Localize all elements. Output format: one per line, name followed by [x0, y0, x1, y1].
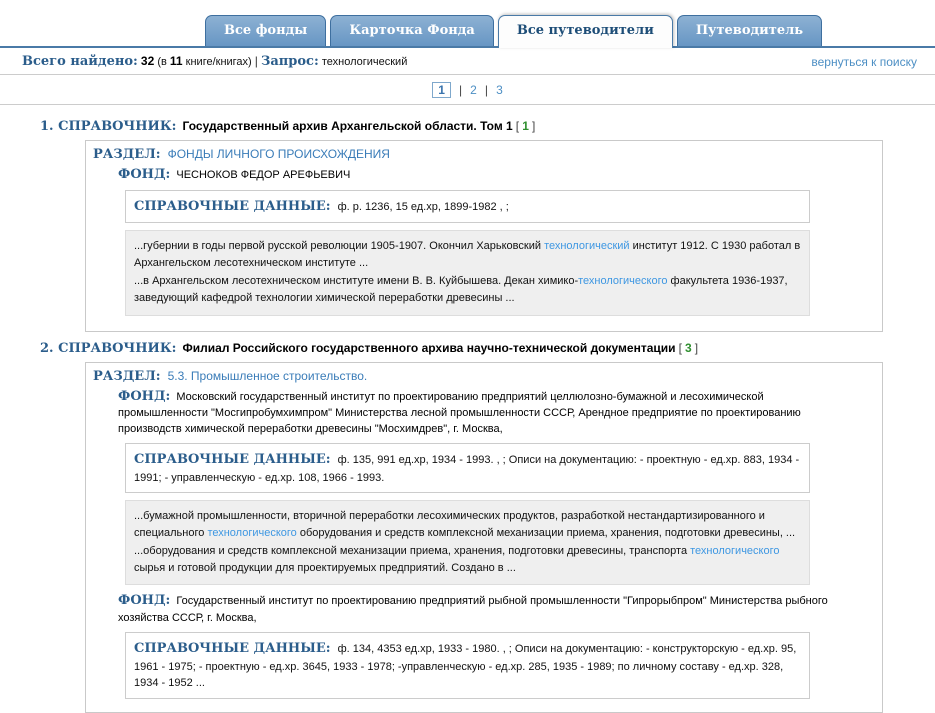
section-label: РАЗДЕЛ:	[93, 147, 161, 162]
match-count: 1	[522, 119, 529, 133]
pagination	[0, 75, 935, 105]
section-link[interactable]: 5.3. Промышленное строительство.	[167, 368, 368, 383]
snippet-box	[125, 230, 810, 315]
result-panel	[85, 140, 883, 332]
highlighted-term: технологический	[544, 240, 630, 253]
in-books-suffix: книге/книгах)	[185, 56, 252, 68]
section-link[interactable]: ФОНДЫ ЛИЧНОГО ПРОИСХОЖДЕНИЯ	[167, 147, 390, 161]
back-to-search-link[interactable]: вернуться к поиску	[811, 54, 917, 69]
reference-data-text: ф. 135, 991 ед.хр, 1934 - 1993. , ; Описи на документацию: - проектную - ед.хр. 883, 1934 - 1991; - управленческую - ед.хр. 108, 1966 - 1993.	[134, 454, 800, 484]
match-count: 3	[684, 340, 692, 355]
bracket-open: [	[515, 119, 520, 133]
bracket-close: ]	[531, 119, 536, 133]
tab-all-funds[interactable]: Все фонды	[205, 15, 326, 46]
reference-data-text: ф. р. 1236, 15 ед.хр, 1899-1982 , ;	[337, 200, 509, 213]
section-row	[93, 369, 876, 384]
tab-all-guides[interactable]: Все путеводители	[498, 15, 673, 48]
snippet-passage: ...оборудования и средств комплексной механизации приема, хранения, подготовки древесины, транспорта технологического сырья и готовой продукции для проектируемых предприятий. Создано в ...	[134, 545, 780, 575]
results-summary-bar	[0, 48, 935, 75]
reference-data-box	[125, 443, 810, 493]
result-header	[40, 119, 935, 134]
page-current: 1	[432, 82, 451, 98]
in-books-prefix: (в	[157, 56, 167, 68]
tab-bar	[0, 0, 935, 48]
search-result-1	[0, 119, 935, 332]
reference-data-text: ф. 134, 4353 ед.хр, 1933 - 1980. , ; Описи на документацию: - конструкторскую - ед.хр. 95, 1961 - 1975; - проектную - ед.хр. 3645, 1933 - 1978; -управленческую - ед.хр. 285, 1935 - 1989; по личному составу - ед.хр. 328, 1934 - 1952 ...	[134, 643, 797, 690]
found-count: 32	[140, 54, 155, 68]
results-list	[0, 105, 935, 713]
result-number-label: 2. СПРАВОЧНИК:	[40, 340, 177, 356]
page-link-3[interactable]: 3	[496, 83, 503, 97]
snippet-passage: ...бумажной промышленности, вторичной переработки лесохимических продуктов, разработкой нестандартизированного и специального технологического оборудования и средств комплексной механизации приема, хранения, подготовки древесины, ...	[134, 510, 796, 540]
snippet-box	[125, 500, 810, 585]
query-label: Запрос:	[260, 54, 319, 69]
bracket-close: ]	[694, 340, 699, 355]
bracket-open: [	[678, 340, 682, 355]
summary-divider: |	[254, 54, 258, 68]
query-value: технологический	[321, 56, 408, 68]
reference-data-box	[125, 632, 810, 699]
result-panel	[85, 362, 883, 713]
highlighted-term: технологического	[578, 275, 668, 288]
books-count: 11	[169, 54, 183, 68]
result-number-label: 1. СПРАВОЧНИК:	[40, 119, 177, 134]
tab-guide[interactable]: Путеводитель	[677, 15, 822, 46]
fond-name: Московский государственный институт по проектированию предприятий целлюлозно-бумажной и лесохимической промышленности "Мосгипробумхимпром" Министерства лесной промышленности СССР, Арендное предприятие по проектированию производств химической переработки древесины "Мосхимдрев", г. Москва,	[118, 390, 801, 436]
fond-row	[118, 592, 843, 698]
reference-data-label: СПРАВОЧНЫЕ ДАННЫЕ:	[134, 641, 331, 657]
fond-row	[118, 388, 843, 586]
snippet-passage: ...в Архангельском лесотехническом институте имени В. В. Куйбышева. Декан химико-технологического факультета 1936-1937, заведующий кафедрой технологии химической переработки древесины ...	[134, 275, 788, 305]
result-title: Государственный архив Архангельской области. Том 1	[182, 119, 513, 133]
fond-name: ЧЕСНОКОВ ФЕДОР АРЕФЬЕВИЧ	[176, 169, 351, 181]
page-link-2[interactable]: 2	[470, 83, 477, 97]
page-separator: |	[458, 83, 463, 97]
result-title: Филиал Российского государственного архива научно-технической документации	[182, 340, 676, 355]
reference-data-box	[125, 190, 810, 224]
snippet-passage: ...губернии в годы первой русской революции 1905-1907. Окончил Харьковский технологический институт 1912. С 1930 работал в Архангельском лесотехническом институте ...	[134, 240, 801, 270]
reference-data-label: СПРАВОЧНЫЕ ДАННЫЕ:	[134, 198, 331, 214]
results-summary	[22, 54, 407, 69]
fond-label: ФОНД:	[118, 593, 171, 609]
fond-row	[118, 166, 843, 316]
highlighted-term: технологического	[690, 545, 780, 558]
search-result-2	[0, 341, 935, 713]
fond-label: ФОНД:	[118, 388, 171, 404]
section-label: РАЗДЕЛ:	[93, 368, 161, 384]
found-label: Всего найдено:	[22, 54, 138, 69]
section-row	[93, 147, 876, 162]
reference-data-label: СПРАВОЧНЫЕ ДАННЫЕ:	[134, 452, 331, 468]
fond-label: ФОНД:	[118, 167, 171, 182]
fond-name: Государственный институт по проектированию предприятий рыбной промышленности "Гипрорыбпром" Министерства рыбного хозяйства СССР, г. Москва,	[118, 595, 828, 625]
page-separator: |	[484, 83, 489, 97]
tab-fund-card[interactable]: Карточка Фонда	[330, 15, 494, 46]
result-header	[40, 341, 935, 356]
highlighted-term: технологического	[207, 527, 297, 540]
